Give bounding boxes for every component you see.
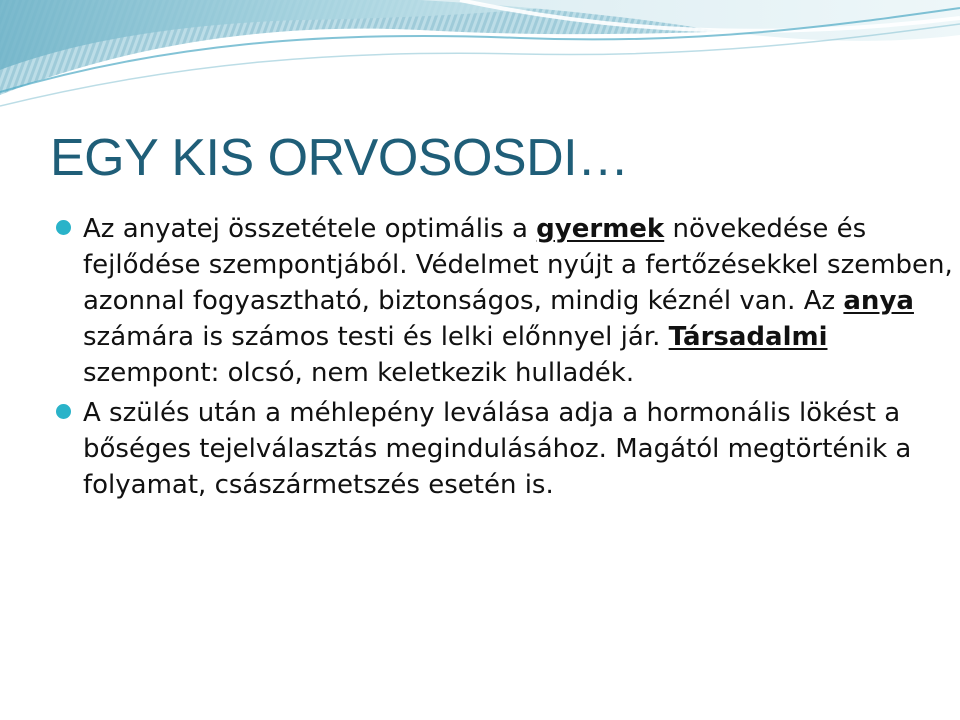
bullet-text-segment: A szülés után a méhlepény leválása adja a hormonális lökést a bőséges tejelválasztás megindulásához. Magától megtörténik a folyamat, császármetszés esetén is.: [83, 398, 912, 500]
keyword-gyermek: gyermek: [536, 214, 665, 244]
bullet-dot-icon: [56, 220, 71, 235]
slide-title: EGY KIS ORVOSOSDI…: [50, 129, 629, 187]
bullet-item-breastmilk: [83, 211, 953, 391]
bullet-text-segment: számára is számos testi és lelki előnnyel jár.: [83, 322, 669, 352]
bullet-item-hormonal: [83, 395, 953, 503]
bullet-dot-icon: [56, 404, 71, 419]
bullet-list: [83, 211, 953, 507]
wave-header-decoration: [0, 0, 960, 115]
keyword-tarsadalmi: Társadalmi: [668, 322, 828, 352]
bullet-text-segment: Az anyatej összetétele optimális a: [83, 214, 537, 244]
bullet-text-segment: szempont: olcsó, nem keletkezik hulladék.: [83, 358, 635, 388]
bullet-text-segment: növekedése és fejlődése szempontjából. Védelmet nyújt a fertőzésekkel szemben, azonnal fogyasztható, biztonságos, mindig kéznél van. Az: [83, 214, 953, 316]
keyword-anya: anya: [843, 286, 914, 316]
